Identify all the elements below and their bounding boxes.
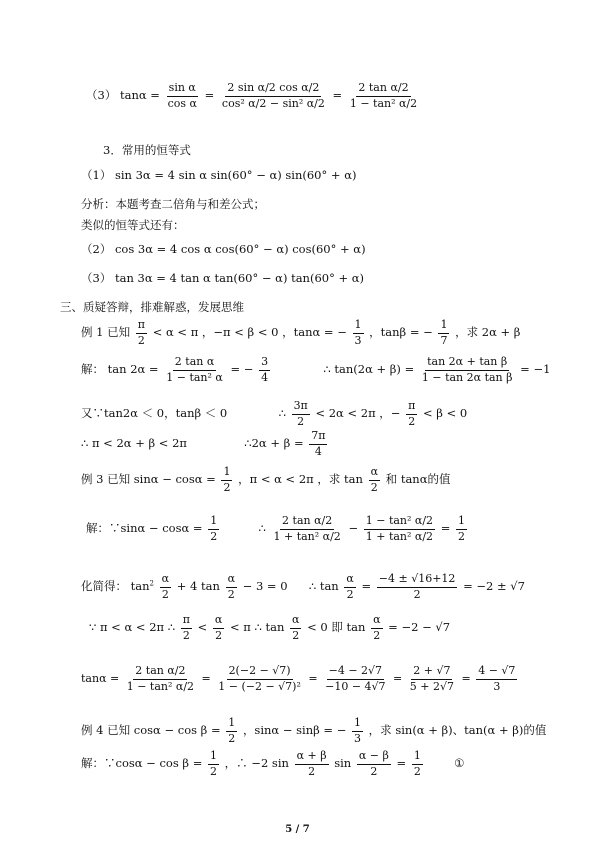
formula-sin3a: （1） sin 3α = 4 sin α sin(60° − α) sin(60° + α) xyxy=(81,168,357,182)
example-3-sign: ∵ π < α < 2π ∴ $\frac{\pi}{2}$ < $\frac{\alpha}{2}$ < π ∴ tan $\frac{\alpha}{2}$ < 0 即 tan $\frac{\alpha}{2}$ = −2 − √7 xyxy=(89,613,451,642)
formula-tan3a: （3） tan 3α = 4 tan α tan(60° − α) tan(60° + α) xyxy=(81,271,365,285)
example-4-statement: 例 4 已知 cosα − cos β = $\frac{1}{2}$ ，sinα − sinβ = − $\frac{1}{3}$ ，求 sin(α + β)、tan(α + β)的值 xyxy=(81,716,547,745)
example-1-range: 又∵tan2α ＜ 0，tanβ ＜ 0 ∴ $\frac{3\pi}{2}$ < 2α < 2π ，− $\frac{\pi}{2}$ < β < 0 xyxy=(81,399,468,428)
similar-text: 类似的恒等式还有： xyxy=(81,218,185,232)
equation-marker: ① xyxy=(454,756,465,771)
analysis-text: 分析：本题考查二倍角与和差公式； xyxy=(81,197,265,211)
example-3-tan-alpha: tanα = $\frac{\text{2 tan α/2}}{\text{1 − tan² α/2}}$ = $\frac{2(-2 - √7)}{\text{1 − (−2 − √7)²}}$ = $\frac{-4 - 2√7}{-10 - 4√7}$ = $\frac{2 + √7}{5 + 2√7}$ = $\frac{4 - √7}{3}$ xyxy=(81,664,516,693)
example-1-statement: 例 1 已知 $\frac{\pi}{2}$ < α < π ，−π < β < 0 ，tanα = − $\frac{1}{3}$ ，tanβ = − $\frac{1}{7}$ ，求 2α + β xyxy=(81,318,521,347)
example-3-statement: 例 3 已知 sinα − cosα = $\frac{1}{2}$ ，π < α < 2π ，求 tan $\frac{\alpha}{2}$ 和 tanα的值 xyxy=(81,465,451,494)
example-1-solution: 解： tan 2α = $\frac{\text{2 tan α}}{\text{1 − tan² α}}$ = − $\frac{3}{4}$ ∴ tan(2α + β) = $\frac{\text{tan 2α + tan β}}{\text{1 − tan 2α tan β}}$ = −1 xyxy=(81,355,551,384)
fraction: $\frac{\text{2 tan α/2}}{\text{1 − tan² α/2}}$ xyxy=(349,81,418,110)
fraction: $\frac{\text{sin α}}{\text{cos α}}$ xyxy=(167,81,197,110)
item-label: （3） xyxy=(86,88,117,103)
section-title: 3．常用的恒等式 xyxy=(103,143,191,157)
formula-text: tanα = xyxy=(119,88,160,103)
formula-cos3a: （2） cos 3α = 4 cos α cos(60° − α) cos(60° + α) xyxy=(81,242,366,256)
section-title: 三、质疑答辩，排难解惑，发展思维 xyxy=(60,300,244,314)
formula-tan-half-angle: （3） tanα = $\frac{\text{sin α}}{\text{cos α}}$ = $\frac{\text{2 sin α/2 cos α/2}}{\text{cos² α/2 − sin² α/2}}$ = $\frac{\text{2 tan α/2}}{\text{1 − tan² α/2}}$ xyxy=(86,81,418,110)
page-number: 5 / 7 xyxy=(285,824,310,835)
fraction: $\frac{\text{2 sin α/2 cos α/2}}{\text{cos² α/2 − sin² α/2}}$ xyxy=(221,81,325,110)
example-3-simplify: 化简得： $\tan^2$ $\frac{\alpha}{2}$ + 4 tan $\frac{\alpha}{2}$ − 3 = 0 ∴ tan $\frac{\alpha}{2}$ = $\frac{-4 \pm √16+12}{2}$ = −2 ± √7 xyxy=(81,572,525,601)
example-3-solution: 解：∵sinα − cosα = $\frac{1}{2}$ ∴ $\frac{\text{2 tan α/2}}{\text{1 + tan² α/2}}$ − $\frac{\text{1 − tan² α/2}}{\text{1 + tan² α/2}}$ = $\frac{1}{2}$ xyxy=(86,514,466,543)
example-4-solution: 解：∵cosα − cos β = $\frac{1}{2}$ ，∴ −2 sin $\frac{\alpha + \beta}{2}$ sin $\frac{\alpha - \beta}{2}$ = $\frac{1}{2}$ ① xyxy=(81,749,465,778)
example-1-answer: ∴ π < 2α + β < 2π ∴2α + β = $\frac{7\pi}{4}$ xyxy=(81,429,326,458)
